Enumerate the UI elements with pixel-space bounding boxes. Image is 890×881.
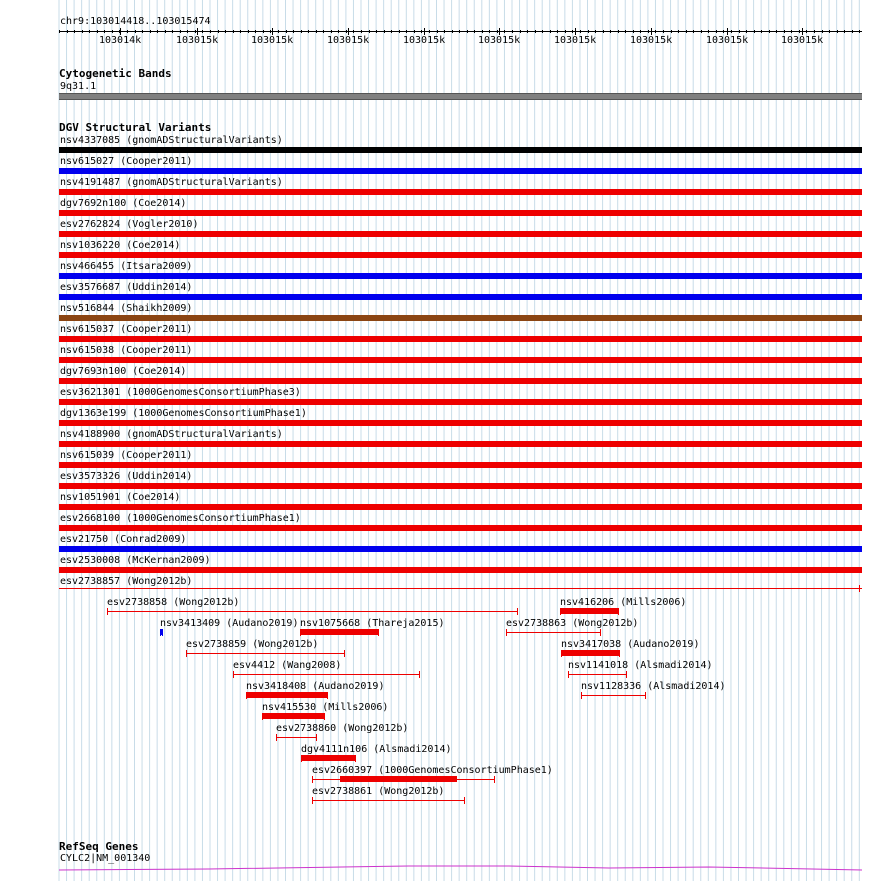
ruler-minor-tick — [655, 30, 656, 33]
dgv-variant-label: dgv1363e199 (1000GenomesConsortiumPhase1) — [60, 408, 307, 419]
ruler-minor-tick — [97, 30, 98, 33]
dgv-feature-label: nsv416206 (Mills2006) — [560, 597, 687, 608]
dgv-feature-label: esv2738863 (Wong2012b) — [506, 618, 639, 629]
ruler-minor-tick — [376, 30, 377, 33]
ruler-minor-tick — [588, 30, 589, 33]
dgv-variant-label: esv3576687 (Uddin2014) — [60, 282, 193, 293]
ruler-minor-tick — [701, 30, 702, 33]
dgv-variant-bar[interactable] — [59, 399, 862, 405]
dgv-feature-endcap — [506, 629, 507, 636]
ruler-minor-tick — [671, 30, 672, 33]
ruler-tick — [499, 28, 500, 35]
ruler[interactable] — [59, 31, 862, 32]
dgv-variant-bar[interactable] — [59, 357, 862, 363]
ruler-minor-tick — [270, 30, 271, 33]
dgv-track-title: DGV Structural Variants — [59, 121, 212, 134]
dgv-variant-bar[interactable] — [59, 483, 862, 489]
ruler-tick-label: 103015k — [327, 35, 370, 46]
refseq-gene-line[interactable] — [59, 862, 862, 874]
dgv-feature-line[interactable] — [233, 674, 419, 675]
ruler-tick-label: 103015k — [176, 35, 219, 46]
dgv-feature-label: esv4412 (Wang2008) — [233, 660, 342, 671]
dgv-variant-bar[interactable] — [59, 567, 862, 573]
ruler-minor-tick — [421, 30, 422, 33]
ruler-minor-tick — [67, 30, 68, 33]
ruler-tick-label: 103015k — [554, 35, 597, 46]
ruler-minor-tick — [489, 30, 490, 33]
dgv-variant-label: esv2530008 (McKernan2009) — [60, 555, 211, 566]
dgv-variant-bar[interactable] — [59, 420, 862, 426]
ruler-minor-tick — [852, 30, 853, 33]
ruler-minor-tick — [784, 30, 785, 33]
dgv-feature-endcap — [316, 734, 317, 741]
dgv-feature-label: nsv1075668 (Thareja2015) — [300, 618, 445, 629]
ruler-minor-tick — [693, 30, 694, 33]
ruler-tick — [727, 28, 728, 35]
ruler-minor-tick — [180, 30, 181, 33]
ruler-minor-tick — [497, 30, 498, 33]
ruler-tick — [272, 28, 273, 35]
ruler-minor-tick — [195, 30, 196, 33]
ruler-minor-tick — [474, 30, 475, 33]
ruler-minor-tick — [157, 30, 158, 33]
dgv-feature-endcap — [276, 734, 277, 741]
ruler-minor-tick — [459, 30, 460, 33]
dgv-feature-endcap — [312, 776, 313, 783]
ruler-minor-tick — [112, 30, 113, 33]
dgv-variant-bar[interactable] — [59, 273, 862, 279]
ruler-minor-tick — [323, 30, 324, 33]
dgv-variant-label: esv2738857 (Wong2012b) — [60, 576, 193, 587]
dgv-feature-label: nsv1141018 (Alsmadi2014) — [568, 660, 713, 671]
ruler-minor-tick — [504, 30, 505, 33]
refseq-gene-label: CYLC2|NM_001340 — [60, 853, 151, 864]
cytogenetic-bands-title: Cytogenetic Bands — [59, 67, 172, 80]
ruler-minor-tick — [135, 30, 136, 33]
dgv-variant-bar[interactable] — [59, 210, 862, 216]
dgv-feature-endcap — [568, 671, 569, 678]
dgv-feature-block[interactable] — [301, 755, 355, 761]
dgv-feature-endcap — [494, 776, 495, 783]
ruler-minor-tick — [104, 30, 105, 33]
ruler-minor-tick — [648, 30, 649, 33]
dgv-variant-bar[interactable] — [59, 147, 862, 153]
dgv-feature-label: nsv3413409 (Audano2019) — [160, 618, 299, 629]
ruler-minor-tick — [640, 30, 641, 33]
dgv-variant-label: nsv1036220 (Coe2014) — [60, 240, 181, 251]
ruler-tick-label: 103015k — [706, 35, 749, 46]
ruler-minor-tick — [799, 30, 800, 33]
dgv-feature-label: esv2660397 (1000GenomesConsortiumPhase1) — [312, 765, 553, 776]
ruler-minor-tick — [520, 30, 521, 33]
dgv-variant-label: dgv7693n100 (Coe2014) — [60, 366, 187, 377]
cytoband-bar[interactable] — [59, 93, 862, 100]
ruler-tick-label: 103015k — [478, 35, 521, 46]
ruler-minor-tick — [353, 30, 354, 33]
ruler-minor-tick — [686, 30, 687, 33]
ruler-minor-tick — [338, 30, 339, 33]
dgv-feature-endcap — [312, 797, 313, 804]
ruler-minor-tick — [482, 30, 483, 33]
dgv-variant-label: nsv615027 (Cooper2011) — [60, 156, 193, 167]
dgv-feature-endcap — [186, 650, 187, 657]
dgv-feature-block[interactable] — [246, 692, 327, 698]
dgv-feature-label: nsv3418408 (Audano2019) — [246, 681, 385, 692]
ruler-minor-tick — [716, 30, 717, 33]
ruler-minor-tick — [527, 30, 528, 33]
ruler-minor-tick — [165, 30, 166, 33]
dgv-variant-bar[interactable] — [59, 252, 862, 258]
dgv-variant-label: nsv1051901 (Coe2014) — [60, 492, 181, 503]
ruler-minor-tick — [331, 30, 332, 33]
dgv-feature-block[interactable] — [262, 713, 324, 719]
dgv-variant-bar[interactable] — [59, 462, 862, 468]
ruler-minor-tick — [210, 30, 211, 33]
ruler-minor-tick — [739, 30, 740, 33]
dgv-variant-label: esv2668100 (1000GenomesConsortiumPhase1) — [60, 513, 301, 524]
dgv-variant-bar[interactable] — [59, 189, 862, 195]
dgv-variant-label: esv3573326 (Uddin2014) — [60, 471, 193, 482]
dgv-feature-block[interactable] — [340, 776, 457, 782]
ruler-minor-tick — [346, 30, 347, 33]
ruler-minor-tick — [822, 30, 823, 33]
dgv-feature-endcap — [619, 650, 620, 657]
ruler-tick-label: 103015k — [781, 35, 824, 46]
dgv-variant-label: esv3621301 (1000GenomesConsortiumPhase3) — [60, 387, 301, 398]
ruler-minor-tick — [74, 30, 75, 33]
ruler-minor-tick — [844, 30, 845, 33]
dgv-variant-label: nsv466455 (Itsara2009) — [60, 261, 193, 272]
locus-label: chr9:103014418..103015474 — [60, 16, 211, 27]
dgv-feature-endcap — [378, 629, 379, 636]
dgv-feature-line[interactable] — [312, 800, 464, 801]
ruler-minor-tick — [248, 30, 249, 33]
ruler-minor-tick — [829, 30, 830, 33]
ruler-minor-tick — [429, 30, 430, 33]
dgv-feature-endcap — [324, 713, 325, 720]
ruler-minor-tick — [625, 30, 626, 33]
dgv-variant-bar[interactable] — [59, 588, 862, 589]
dgv-variant-label: nsv615037 (Cooper2011) — [60, 324, 193, 335]
dgv-feature-endcap — [162, 629, 163, 636]
dgv-feature-label: nsv1128336 (Alsmadi2014) — [581, 681, 726, 692]
ruler-minor-tick — [550, 30, 551, 33]
dgv-feature-endcap — [626, 671, 627, 678]
ruler-minor-tick — [127, 30, 128, 33]
ruler-minor-tick — [761, 30, 762, 33]
dgv-feature-label: esv2738858 (Wong2012b) — [107, 597, 240, 608]
dgv-feature-label: nsv415530 (Mills2006) — [262, 702, 389, 713]
ruler-minor-tick — [776, 30, 777, 33]
ruler-minor-tick — [225, 30, 226, 33]
dgv-variant-bar[interactable] — [59, 546, 862, 552]
dgv-variant-label: nsv4191487 (gnomADStructuralVariants) — [60, 177, 283, 188]
dgv-feature-label: nsv3417038 (Audano2019) — [561, 639, 700, 650]
dgv-feature-endcap — [581, 692, 582, 699]
dgv-variant-label: nsv4337085 (gnomADStructuralVariants) — [60, 135, 283, 146]
ruler-minor-tick — [618, 30, 619, 33]
ruler-minor-tick — [837, 30, 838, 33]
ruler-minor-tick — [708, 30, 709, 33]
ruler-tick-label: 103015k — [403, 35, 446, 46]
dgv-feature-endcap — [355, 755, 356, 762]
dgv-variant-bar[interactable] — [59, 336, 862, 342]
dgv-feature-block[interactable] — [160, 629, 162, 635]
dgv-variant-bar[interactable] — [59, 441, 862, 447]
dgv-feature-line[interactable] — [276, 737, 316, 738]
dgv-feature-endcap — [419, 671, 420, 678]
ruler-minor-tick — [678, 30, 679, 33]
dgv-feature-label: esv2738861 (Wong2012b) — [312, 786, 445, 797]
dgv-feature-block[interactable] — [560, 608, 618, 614]
dgv-variant-label: nsv615038 (Cooper2011) — [60, 345, 193, 356]
ruler-minor-tick — [535, 30, 536, 33]
ruler-tick — [651, 28, 652, 35]
ruler-tick-label: 103015k — [251, 35, 294, 46]
dgv-feature-endcap — [107, 608, 108, 615]
ruler-tick — [348, 28, 349, 35]
ruler-tick-label: 103014k — [99, 35, 142, 46]
ruler-minor-tick — [444, 30, 445, 33]
dgv-variant-label: nsv4188900 (gnomADStructuralVariants) — [60, 429, 283, 440]
dgv-variant-endcap — [859, 585, 860, 592]
dgv-variant-label: esv2762824 (Vogler2010) — [60, 219, 199, 230]
ruler-minor-tick — [399, 30, 400, 33]
ruler-minor-tick — [369, 30, 370, 33]
dgv-feature-label: esv2738859 (Wong2012b) — [186, 639, 319, 650]
ruler-minor-tick — [255, 30, 256, 33]
ruler-minor-tick — [723, 30, 724, 33]
dgv-variant-label: esv21750 (Conrad2009) — [60, 534, 187, 545]
dgv-variant-label: dgv7692n100 (Coe2014) — [60, 198, 187, 209]
ruler-minor-tick — [754, 30, 755, 33]
ruler-tick-label: 103015k — [630, 35, 673, 46]
dgv-feature-endcap — [600, 629, 601, 636]
ruler-minor-tick — [150, 30, 151, 33]
ruler-minor-tick — [437, 30, 438, 33]
ruler-minor-tick — [791, 30, 792, 33]
ruler-minor-tick — [263, 30, 264, 33]
dgv-variant-label: nsv516844 (Shaikh2009) — [60, 303, 193, 314]
ruler-minor-tick — [806, 30, 807, 33]
dgv-feature-line[interactable] — [186, 653, 344, 654]
ruler-minor-tick — [82, 30, 83, 33]
ruler-minor-tick — [384, 30, 385, 33]
dgv-variant-bar[interactable] — [59, 315, 862, 321]
dgv-variant-bar[interactable] — [59, 504, 862, 510]
ruler-minor-tick — [293, 30, 294, 33]
ruler-minor-tick — [278, 30, 279, 33]
cytoband-label: 9q31.1 — [60, 81, 97, 92]
ruler-minor-tick — [663, 30, 664, 33]
dgv-variant-bar[interactable] — [59, 294, 862, 300]
ruler-minor-tick — [142, 30, 143, 33]
ruler-tick — [197, 28, 198, 35]
ruler-tick — [802, 28, 803, 35]
dgv-feature-label: dgv4111n106 (Alsmadi2014) — [301, 744, 452, 755]
ruler-minor-tick — [89, 30, 90, 33]
ruler-minor-tick — [452, 30, 453, 33]
ruler-minor-tick — [769, 30, 770, 33]
ruler-minor-tick — [633, 30, 634, 33]
ruler-minor-tick — [406, 30, 407, 33]
ruler-minor-tick — [580, 30, 581, 33]
ruler-minor-tick — [859, 30, 860, 33]
dgv-feature-endcap — [618, 608, 619, 615]
ruler-minor-tick — [59, 30, 60, 33]
ruler-minor-tick — [542, 30, 543, 33]
ruler-minor-tick — [202, 30, 203, 33]
ruler-minor-tick — [467, 30, 468, 33]
dgv-feature-block[interactable] — [300, 629, 378, 635]
ruler-minor-tick — [391, 30, 392, 33]
ruler-minor-tick — [286, 30, 287, 33]
dgv-feature-line[interactable] — [568, 674, 626, 675]
ruler-minor-tick — [218, 30, 219, 33]
dgv-variant-bar[interactable] — [59, 168, 862, 174]
ruler-minor-tick — [603, 30, 604, 33]
ruler-minor-tick — [512, 30, 513, 33]
refseq-track-title: RefSeq Genes — [59, 840, 139, 853]
dgv-feature-label: esv2738860 (Wong2012b) — [276, 723, 409, 734]
ruler-minor-tick — [301, 30, 302, 33]
ruler-tick — [424, 28, 425, 35]
ruler-minor-tick — [572, 30, 573, 33]
ruler-tick — [575, 28, 576, 35]
dgv-feature-endcap — [327, 692, 328, 699]
dgv-feature-line[interactable] — [506, 632, 600, 633]
dgv-variant-label: nsv615039 (Cooper2011) — [60, 450, 193, 461]
ruler-minor-tick — [414, 30, 415, 33]
dgv-variant-bar[interactable] — [59, 231, 862, 237]
ruler-minor-tick — [595, 30, 596, 33]
dgv-feature-endcap — [464, 797, 465, 804]
dgv-feature-endcap — [517, 608, 518, 615]
ruler-minor-tick — [172, 30, 173, 33]
ruler-minor-tick — [240, 30, 241, 33]
dgv-variant-bar[interactable] — [59, 378, 862, 384]
ruler-minor-tick — [316, 30, 317, 33]
dgv-feature-endcap — [344, 650, 345, 657]
ruler-minor-tick — [233, 30, 234, 33]
dgv-feature-endcap — [233, 671, 234, 678]
dgv-feature-endcap — [645, 692, 646, 699]
ruler-minor-tick — [814, 30, 815, 33]
ruler-minor-tick — [731, 30, 732, 33]
ruler-minor-tick — [119, 30, 120, 33]
ruler-minor-tick — [308, 30, 309, 33]
ruler-minor-tick — [610, 30, 611, 33]
ruler-minor-tick — [557, 30, 558, 33]
ruler-minor-tick — [361, 30, 362, 33]
ruler-minor-tick — [565, 30, 566, 33]
dgv-variant-bar[interactable] — [59, 525, 862, 531]
dgv-feature-line[interactable] — [107, 611, 517, 612]
dgv-feature-block[interactable] — [561, 650, 619, 656]
ruler-minor-tick — [746, 30, 747, 33]
dgv-feature-line[interactable] — [581, 695, 645, 696]
ruler-minor-tick — [187, 30, 188, 33]
